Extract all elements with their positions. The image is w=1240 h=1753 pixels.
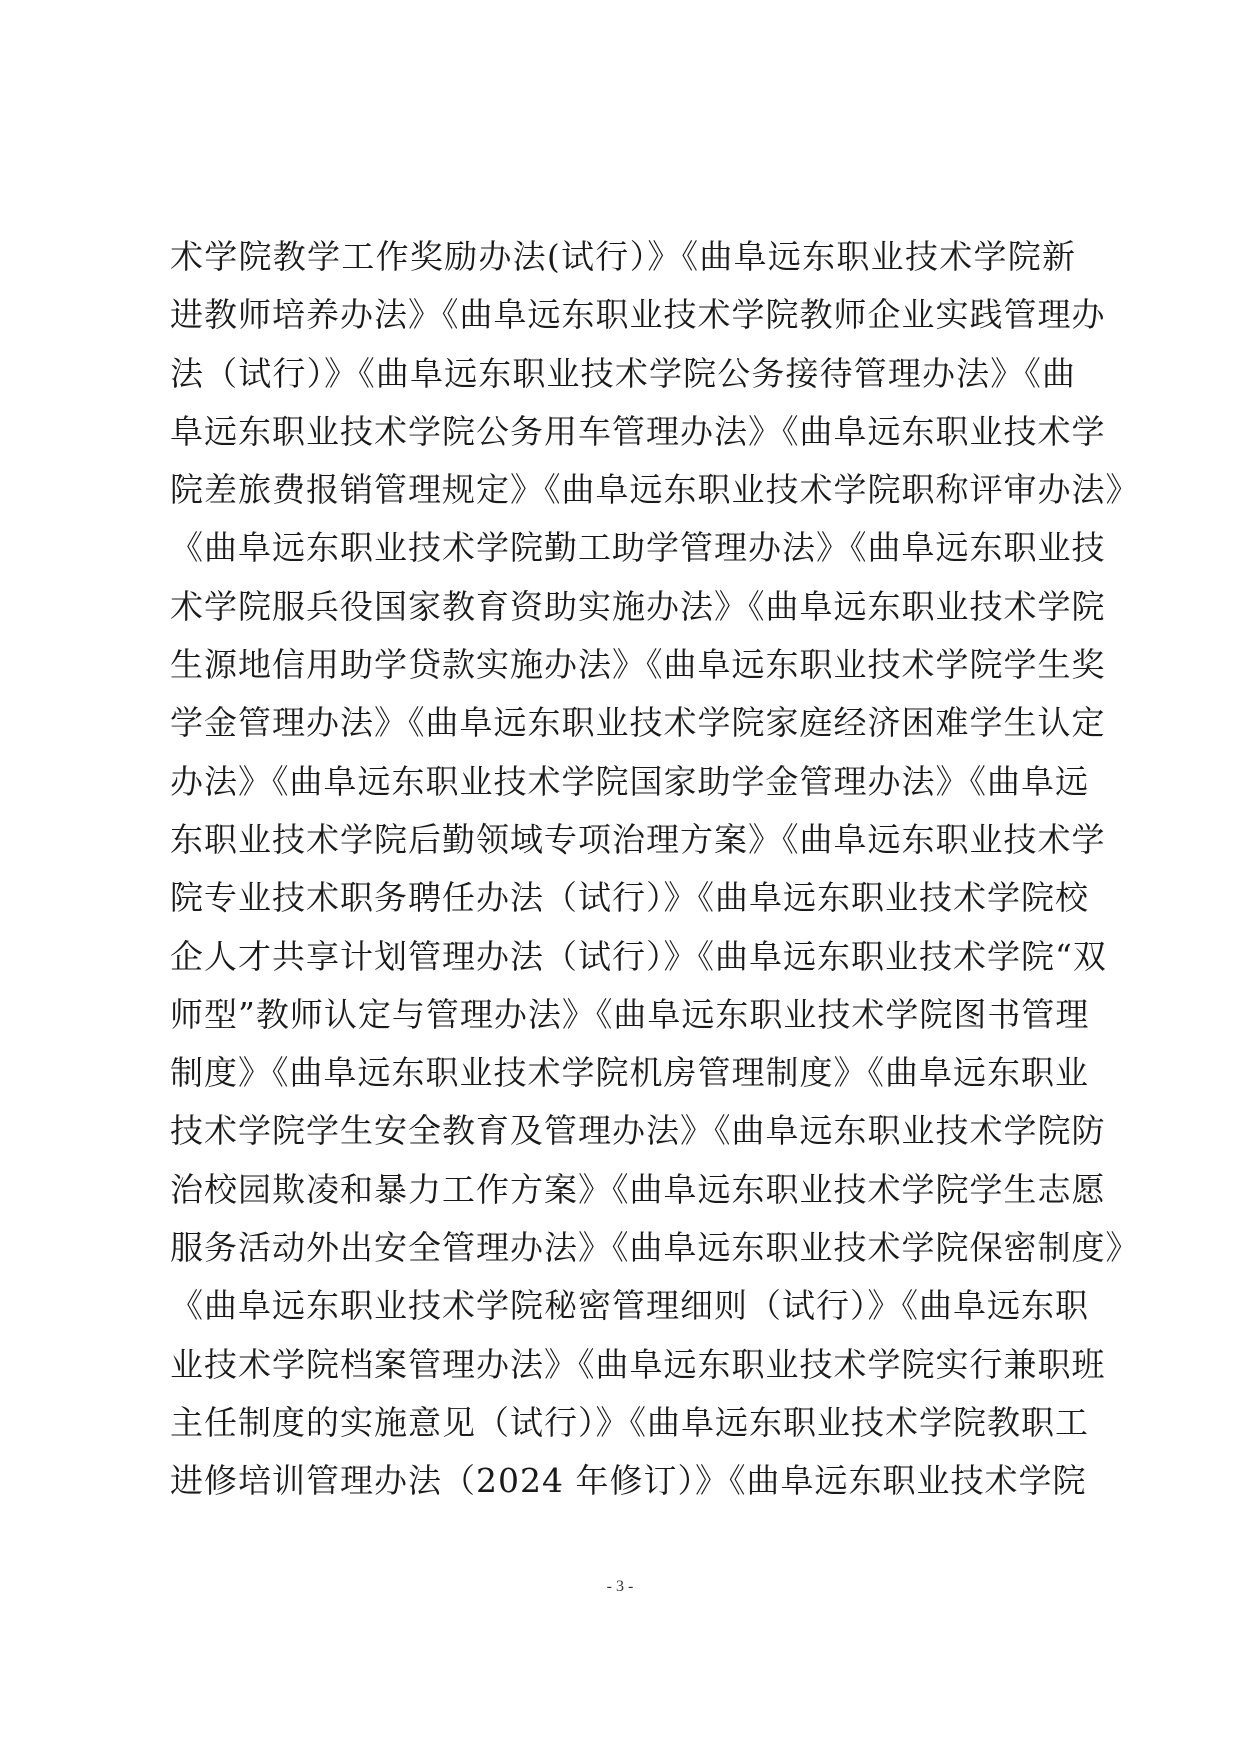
text-line: 术学院教学工作奖励办法(试行）》《曲阜远东职业技术学院新 bbox=[170, 237, 1076, 276]
text-line: 生源地信用助学贷款实施办法》《曲阜远东职业技术学院学生奖 bbox=[170, 645, 1106, 685]
text-line: 院专业技术职务聘任办法（试行）》《曲阜远东职业技术学院校 bbox=[170, 878, 1089, 918]
text-line: 进修培训管理办法（2024 年修订）》《曲阜远东职业技术学院 bbox=[170, 1461, 1087, 1501]
page-number: - 3 - bbox=[606, 1578, 634, 1595]
text-line: 东职业技术学院后勤领域专项治理方案》《曲阜远东职业技术学 bbox=[170, 819, 1106, 859]
text-line: 企人才共享计划管理办法（试行）》《曲阜远东职业技术学院“双 bbox=[170, 936, 1107, 976]
text-line: 《曲阜远东职业技术学院勤工助学管理办法》《曲阜远东职业技 bbox=[170, 528, 1106, 568]
text-line: 阜远东职业技术学院公务用车管理办法》《曲阜远东职业技术学 bbox=[170, 411, 1106, 451]
text-line: 进教师培养办法》《曲阜远东职业技术学院教师企业实践管理办 bbox=[170, 295, 1106, 335]
text-line: 治校园欺凌和暴力工作方案》《曲阜远东职业技术学院学生志愿 bbox=[170, 1169, 1106, 1209]
text-line: 法（试行）》《曲阜远东职业技术学院公务接待管理办法》《曲 bbox=[170, 353, 1076, 393]
text-line: 《曲阜远东职业技术学院秘密管理细则（试行）》《曲阜远东职 bbox=[170, 1286, 1089, 1326]
document-body bbox=[170, 228, 1140, 1511]
text-line: 办法》《曲阜远东职业技术学院国家助学金管理办法》《曲阜远 bbox=[170, 761, 1089, 801]
text-line: 业技术学院档案管理办法》《曲阜远东职业技术学院实行兼职班 bbox=[170, 1344, 1106, 1384]
text-line: 学金管理办法》《曲阜远东职业技术学院家庭经济困难学生认定 bbox=[170, 703, 1106, 743]
text-line: 技术学院学生安全教育及管理办法》《曲阜远东职业技术学院防 bbox=[170, 1111, 1106, 1151]
text-line: 师型”教师认定与管理办法》《曲阜远东职业技术学院图书管理 bbox=[170, 994, 1090, 1034]
text-line: 院差旅费报销管理规定》《曲阜远东职业技术学院职称评审办法》 bbox=[170, 470, 1140, 510]
text-line: 服务活动外出安全管理办法》《曲阜远东职业技术学院保密制度》 bbox=[170, 1228, 1140, 1268]
text-line: 制度》《曲阜远东职业技术学院机房管理制度》《曲阜远东职业 bbox=[170, 1053, 1089, 1093]
text-line: 术学院服兵役国家教育资助实施办法》《曲阜远东职业技术学院 bbox=[170, 586, 1106, 626]
text-line: 主任制度的实施意见（试行）》《曲阜远东职业技术学院教职工 bbox=[170, 1402, 1089, 1442]
